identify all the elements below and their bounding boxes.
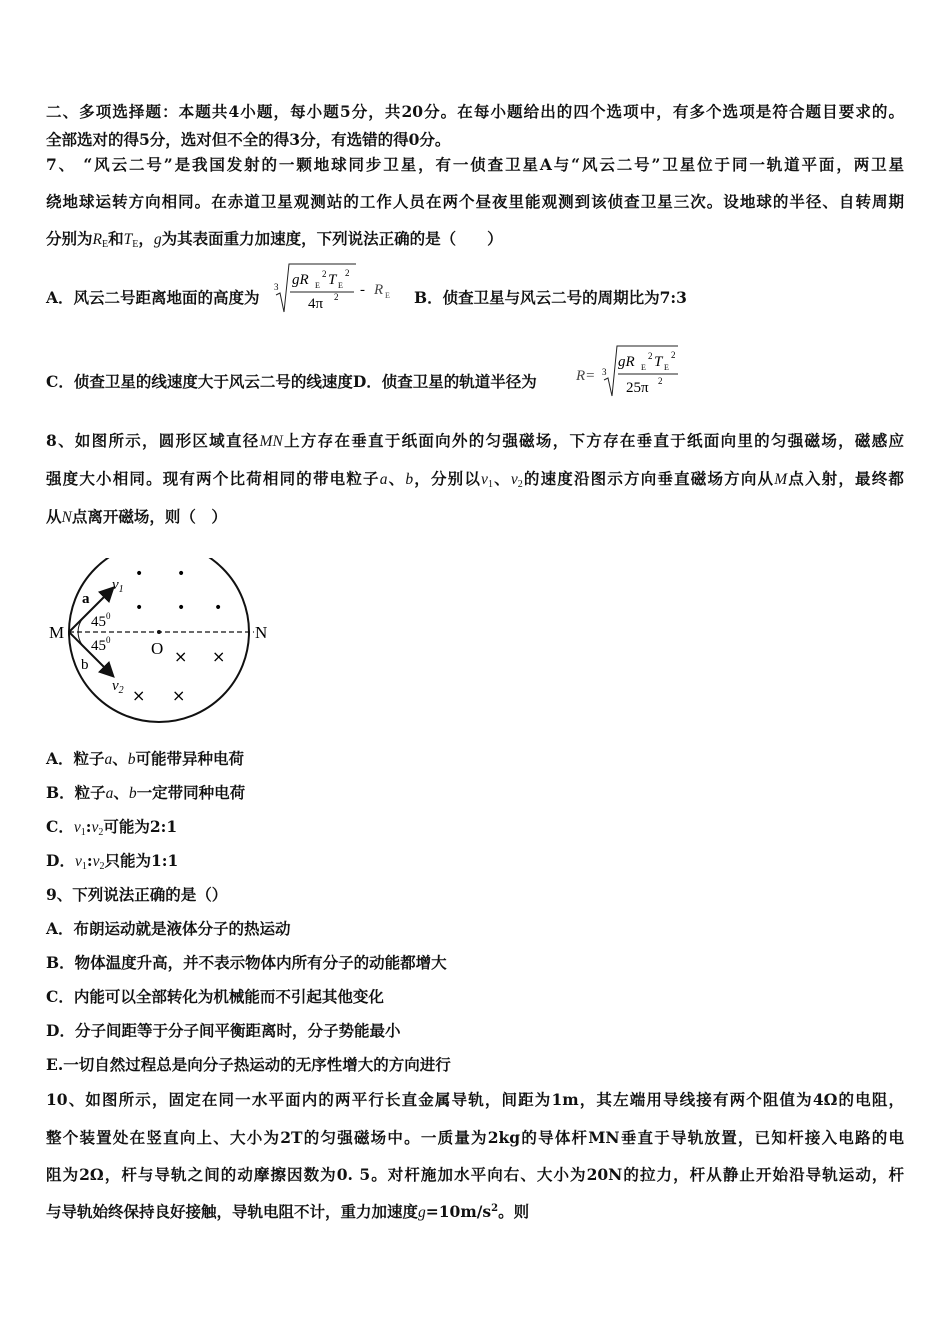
q8-option-a: A．粒子a、b可能带异种电荷 [46,749,245,768]
label-O: O [151,639,164,658]
q7-text: 为其表面重力加速度，下列说法正确的是（ ） [161,229,503,248]
label-v2: $v_2$ [112,678,124,696]
q7-formula-d [574,342,686,400]
formula-numerator-T: T [328,272,337,288]
q8-stem-line2: 强度大小相同。现有两个比荷相同的带电粒子a、b，分别以$v_1$、$v_2$的速度沿图示方向垂直磁场方向从M点入射，最终都 [46,469,904,490]
q10-stem-line3: 阻为2Ω，杆与导轨之间的动摩擦因数为0. 5。对杆施加水平向右、大小为20N的拉力，杆从静止开始沿导轨运动，杆 [46,1165,904,1184]
field-out-dots [135,566,222,616]
q9-option-c: C．内能可以全部转化为机械能而不引起其他变化 [46,987,384,1006]
section-instruction-line1: 二、多项选择题：本题共4小题，每小题5分，共20分。在每小题给出的四个选项中，有多个选项是符合题目要求的。 [46,102,904,121]
formula-sub-E: E [315,281,320,290]
section-instruction-line2: 全部选对的得5分，选对但不全的得3分，有选错的得0分。 [46,130,451,149]
formula-numerator-T: T [654,354,663,370]
field-dot: • [135,566,144,582]
formula-sub-E: E [641,363,646,372]
magnetic-field-diagram [44,558,284,730]
formula-R-equals: R= [576,368,596,384]
formula-RE: R [374,282,384,298]
formula-sup-2: 2 [334,292,339,302]
q8-option-c: C．$v_1:v_2$可能为2:1 [46,817,178,838]
field-dot: • [214,600,223,616]
field-in-crosses [132,647,225,705]
field-cross: × [212,647,226,666]
q10-stem-line2: 整个装置处在竖直向上、大小为2T的匀强磁场中。一质量为2kg的导体杆MN垂直于导轨放置，已知杆接入电路的电 [46,1128,904,1147]
formula-sub-E: E [338,281,343,290]
field-cross: × [174,647,188,666]
label-b: b [81,657,89,673]
q7-text: 分别为 [46,229,93,248]
field-dot: • [177,600,186,616]
q7-TE: $T_E$ [123,231,139,250]
q8-stem-line3: 从N点离开磁场，则（ ） [46,507,227,526]
q7-option-c-d: C．侦查卫星的线速度大于风云二号的线速度D．侦查卫星的轨道半径为 [46,372,537,391]
field-cross: × [172,686,186,705]
q8-option-b: B．粒子a、b一定带同种电荷 [46,783,246,802]
formula-denominator: 4π [308,296,324,312]
q9-option-d: D．分子间距等于分子间平衡距离时，分子势能最小 [46,1021,401,1040]
label-a: a [82,591,90,607]
formula-sub-E: E [664,363,669,372]
q7-stem-line2: 绕地球运转方向相同。在赤道卫星观测站的工作人员在两个昼夜里能观测到该侦查卫星三次。设地球的半径、自转周期 [46,192,904,211]
field-dot: • [135,600,144,616]
q7-option-a: A．风云二号距离地面的高度为 [46,288,260,307]
label-angle-lower: $45^0$ [91,635,111,654]
q9-option-a: A．布朗运动就是液体分子的热运动 [46,919,291,938]
q9-option-b: B．物体温度升高，并不表示物体内所有分子的动能都增大 [46,953,447,972]
label-angle-upper: $45^0$ [91,611,111,630]
formula-sup-2: 2 [322,269,327,279]
formula-sup-2: 2 [345,268,350,278]
label-v1: $v_1$ [112,577,124,595]
q10-stem-line4: 与导轨始终保持良好接触，导轨电阻不计，重力加速度$g=10m/s^2$。则 [46,1202,530,1221]
q7-formula-a [272,260,412,316]
label-N: N [255,623,268,642]
formula-sup-2: 2 [648,351,653,361]
q10-stem-line1: 10、如图所示，固定在同一水平面内的两平行长直金属导轨，间距为1m，其左端用导线接有两个阻值为4Ω的电阻， [46,1090,904,1109]
q7-option-b: B．侦查卫星与风云二号的周期比为7:3 [414,288,687,307]
field-dot: • [177,566,186,582]
q8-stem-line1: 8、如图所示，圆形区域直径MN上方存在垂直于纸面向外的匀强磁场，下方存在垂直于纸面向里的匀强磁场，磁感应 [46,431,904,450]
q7-stem-line1: 7、 “风云二号”是我国发射的一颗地球同步卫星，有一侦查卫星A与“风云二号”卫星位于同一轨道平面，两卫星 [46,155,904,174]
q8-MN: MN [259,433,283,450]
formula-minus: - [360,282,365,298]
q7-text: ， [138,229,154,248]
label-M: M [49,623,65,642]
q9-stem: 9、下列说法正确的是（） [46,885,228,904]
center-point [157,630,161,634]
formula-sup-2: 2 [658,376,663,386]
formula-sup-2: 2 [671,350,676,360]
field-cross: × [132,686,146,705]
cube-root-index: 3 [602,367,607,377]
q7-RE: $R_E$ [92,231,109,250]
formula-denominator: 25π [626,380,649,396]
formula-numerator-gR: gR [618,354,635,370]
q7-text: 和 [108,229,124,248]
q8-option-d: D．$v_1:v_2$只能为1:1 [46,851,179,872]
cube-root-index: 3 [274,282,279,292]
formula-sub-E: E [385,291,390,300]
q7-g: g [153,231,162,248]
q7-stem-line3 [46,227,503,250]
q9-option-e: E.一切自然过程总是向分子热运动的无序性增大的方向进行 [46,1055,451,1074]
formula-numerator-gR: gR [292,272,309,288]
